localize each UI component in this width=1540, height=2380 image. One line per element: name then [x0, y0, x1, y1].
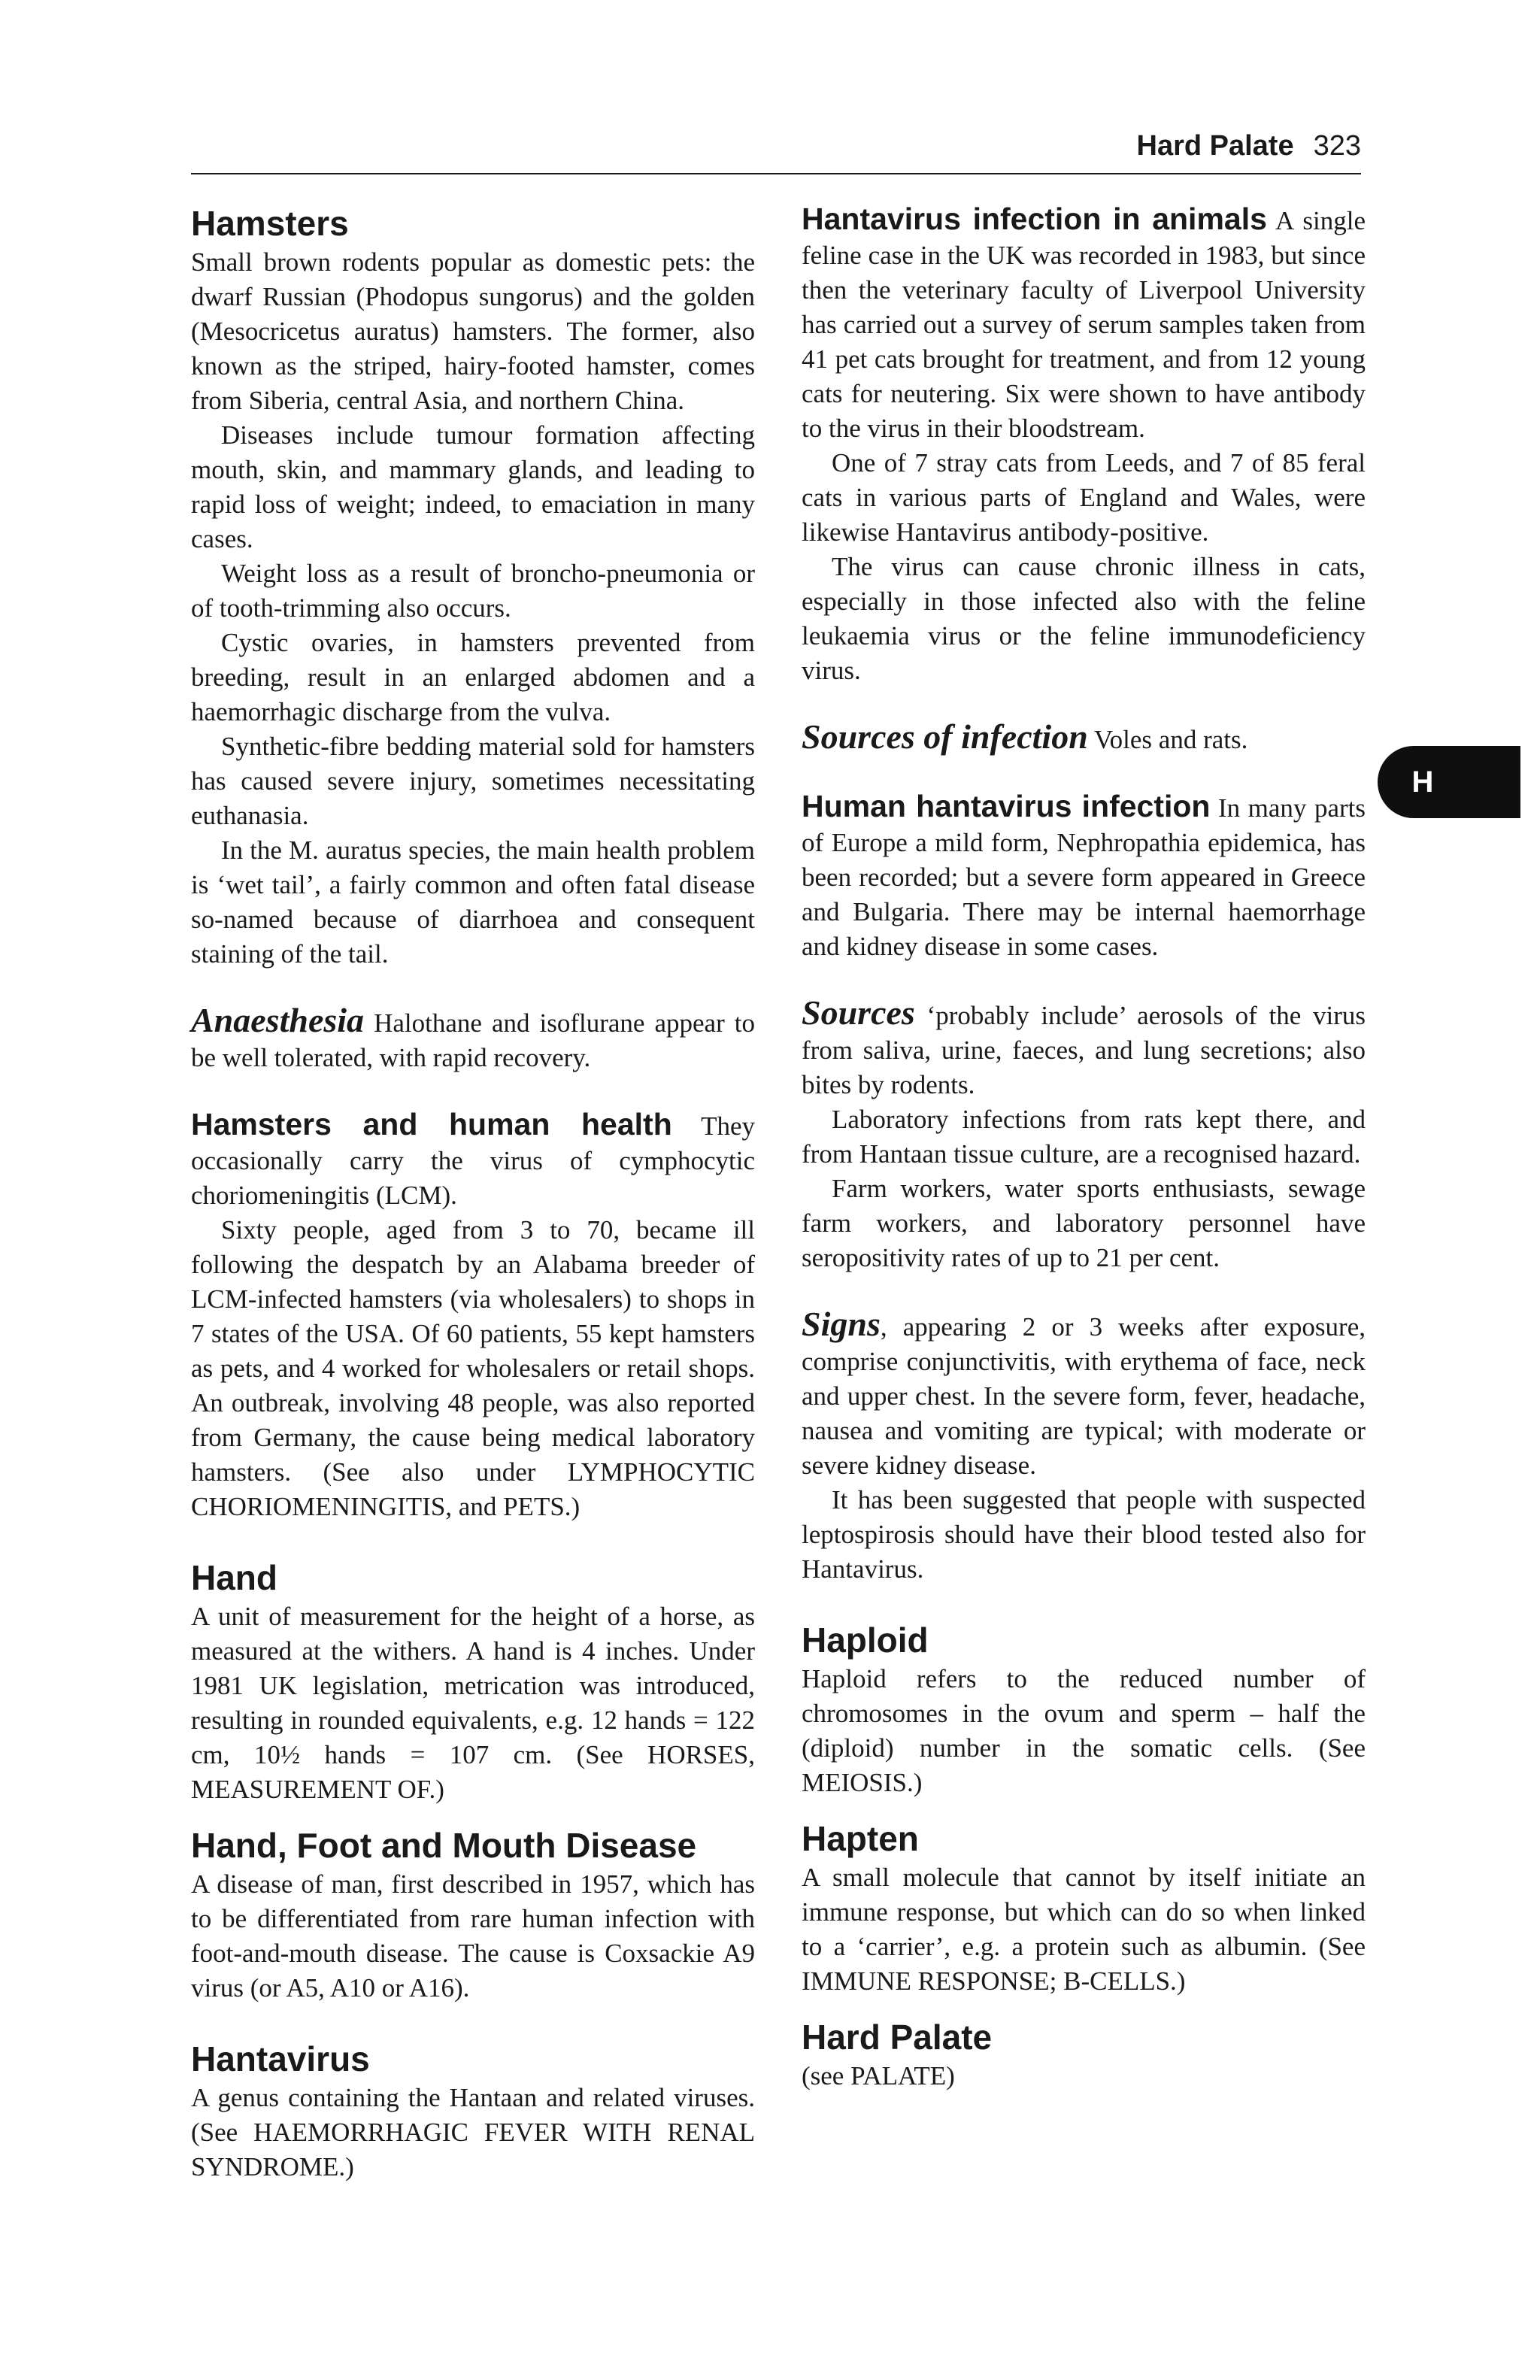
animals-paragraph — [802, 202, 1366, 446]
sources-paragraph-3: Farm workers, water sports enthusiasts, sewage farm workers, and laboratory personnel have seropositivity rates of up to 21 per cent. — [802, 1174, 1366, 1272]
hand-paragraph: A unit of measurement for the height of a horse, as measured at the withers. A hand is 4 inches. Under 1981 UK legislation, metrication was introduced, resulting in rounded equivalents, e.g. 12 hands = 122 cm, 10½ hands = 107 cm. (See HORSES, MEASUREMENT OF.) — [191, 1602, 755, 1804]
entry-title-haploid: Haploid — [802, 1621, 929, 1660]
sources-run-in-head: Sources — [802, 993, 915, 1032]
left-column — [191, 202, 755, 2184]
hard-palate-paragraph: (see PALATE) — [802, 2061, 955, 2090]
human-health-text: They occasionally carry the virus of cymphocytic choriomeningitis (LCM). — [191, 1111, 755, 1210]
entry-title-hand-foot-mouth: Hand, Foot and Mouth Disease — [191, 1826, 697, 1865]
animals-run-in-head: Hantavirus infection in animals — [802, 202, 1267, 236]
page-number: 323 — [1313, 130, 1361, 162]
sources-of-infection-text: Voles and rats. — [1087, 725, 1248, 754]
hamsters-paragraph-2: Diseases include tumour formation affecting mouth, skin, and mammary glands, and leading to rapid loss of weight; indeed, to emaciation in many cases. — [191, 420, 755, 553]
hand-foot-mouth-paragraph: A disease of man, first described in 1957, which has to be differentiated from rare human infection with foot-and-mouth disease. The cause is Coxsackie A9 virus (or A5, A10 or A16). — [191, 1869, 755, 2003]
section-thumb-tab — [1378, 746, 1520, 818]
entry-title-hamsters: Hamsters — [191, 204, 349, 243]
animals-text: A single feline case in the UK was recorded in 1983, but since then the veterinary faculty of Liverpool University has carried out a survey of serum samples taken from 41 pet cats brought for treatment, and from 12 young cats for neutering. Six were shown to have antibody to the virus in their bloodstream. — [802, 206, 1366, 443]
signs-text: , appearing 2 or 3 weeks after exposure, comprise conjunctivitis, with erythema of face, neck and upper chest. In the severe form, fever, headache, nausea and vomiting are typical; with moderate or severe kidney disease. — [802, 1312, 1366, 1480]
running-head-title: Hard Palate — [1136, 130, 1294, 162]
signs-run-in-head: Signs — [802, 1305, 881, 1343]
anaesthesia-text: Halothane and isoflurane appear to be well tolerated, with rapid recovery. — [191, 1008, 755, 1072]
haploid-paragraph: Haploid refers to the reduced number of chromosomes in the ovum and sperm – half the (diploid) number in the somatic cells. (See MEIOSIS.) — [802, 1664, 1366, 1797]
anaesthesia-run-in-head: Anaesthesia — [191, 1001, 365, 1039]
sources-text: ‘probably include’ aerosols of the virus from saliva, urine, faeces, and lung secretions; also bites by rodents. — [802, 1001, 1366, 1099]
sources-of-infection-paragraph — [802, 717, 1366, 757]
anaesthesia-paragraph — [191, 1003, 755, 1075]
hamsters-paragraph-1: Small brown rodents popular as domestic pets: the dwarf Russian (Phodopus sungorus) and the golden (Mesocricetus auratus) hamsters. The former, also known as the striped, hairy-footed hamster, comes from Siberia, central Asia, and northern China. — [191, 247, 755, 415]
human-health-paragraph-2: Sixty people, aged from 3 to 70, became ill following the despatch by an Alabama breeder of LCM-infected hamsters (via wholesalers) to shops in 7 states of the USA. Of 60 patients, 55 kept hamsters as pets, and 4 worked for wholesalers or retail shops. An outbreak, involving 48 people, was also reported from Germany, the cause being medical laboratory hamsters. (See also under LYMPHOCYTIC CHORIOMENINGITIS, and PETS.) — [191, 1215, 755, 1521]
sources-paragraph-2: Laboratory infections from rats kept there, and from Hantaan tissue culture, are a recognised hazard. — [802, 1105, 1366, 1169]
human-infection-run-in-head: Human hantavirus infection — [802, 789, 1211, 823]
hantavirus-paragraph: A genus containing the Hantaan and related viruses. (See HAEMORRHAGIC FEVER WITH RENAL SYNDROME.) — [191, 2083, 755, 2181]
signs-paragraph — [802, 1307, 1366, 1483]
running-head-text — [1137, 126, 1362, 165]
human-infection-text: In many parts of Europe a mild form, Nephropathia epidemica, has been recorded; but a severe form appeared in Greece and Bulgaria. There may be internal haemorrhage and kidney disease in some cases. — [802, 793, 1366, 961]
right-column — [802, 202, 1366, 2093]
hamsters-paragraph-3: Weight loss as a result of broncho-pneumonia or of tooth-trimming also occurs. — [191, 559, 755, 623]
entry-title-hantavirus: Hantavirus — [191, 2039, 370, 2078]
animals-paragraph-3: The virus can cause chronic illness in cats, especially in those infected also with the feline leukaemia virus or the feline immunodeficiency virus. — [802, 552, 1366, 685]
signs-paragraph-2: It has been suggested that people with suspected leptospirosis should have their blood tested also for Hantavirus. — [802, 1485, 1366, 1584]
entry-title-hard-palate: Hard Palate — [802, 2018, 993, 2057]
hamsters-paragraph-4: Cystic ovaries, in hamsters prevented from breeding, result in an enlarged abdomen and a haemorrhagic discharge from the vulva. — [191, 628, 755, 726]
entry-title-hapten: Hapten — [802, 1819, 919, 1858]
human-health-run-in-head: Hamsters and human health — [191, 1107, 672, 1141]
running-head — [191, 126, 1361, 174]
hamsters-paragraph-6: In the M. auratus species, the main health problem is ‘wet tail’, a fairly common and often fatal disease so-named because of diarrhoea and consequent staining of the tail. — [191, 835, 755, 969]
hapten-paragraph: A small molecule that cannot by itself initiate an immune response, but which can do so when linked to a ‘carrier’, e.g. a protein such as albumin. (See IMMUNE RESPONSE; B-CELLS.) — [802, 1863, 1366, 1996]
human-infection-paragraph — [802, 789, 1366, 964]
hamsters-paragraph-5: Synthetic-fibre bedding material sold for hamsters has caused severe injury, sometimes necessitating euthanasia. — [191, 732, 755, 830]
thumb-tab-letter: H — [1411, 766, 1434, 799]
entry-title-hand: Hand — [191, 1558, 277, 1597]
sources-paragraph — [802, 993, 1366, 1102]
sources-of-infection-run-in-head: Sources of infection — [802, 717, 1088, 756]
animals-paragraph-2: One of 7 stray cats from Leeds, and 7 of 85 feral cats in various parts of England and Wales, were likewise Hantavirus antibody-positive. — [802, 448, 1366, 547]
human-health-paragraph — [191, 1107, 755, 1213]
